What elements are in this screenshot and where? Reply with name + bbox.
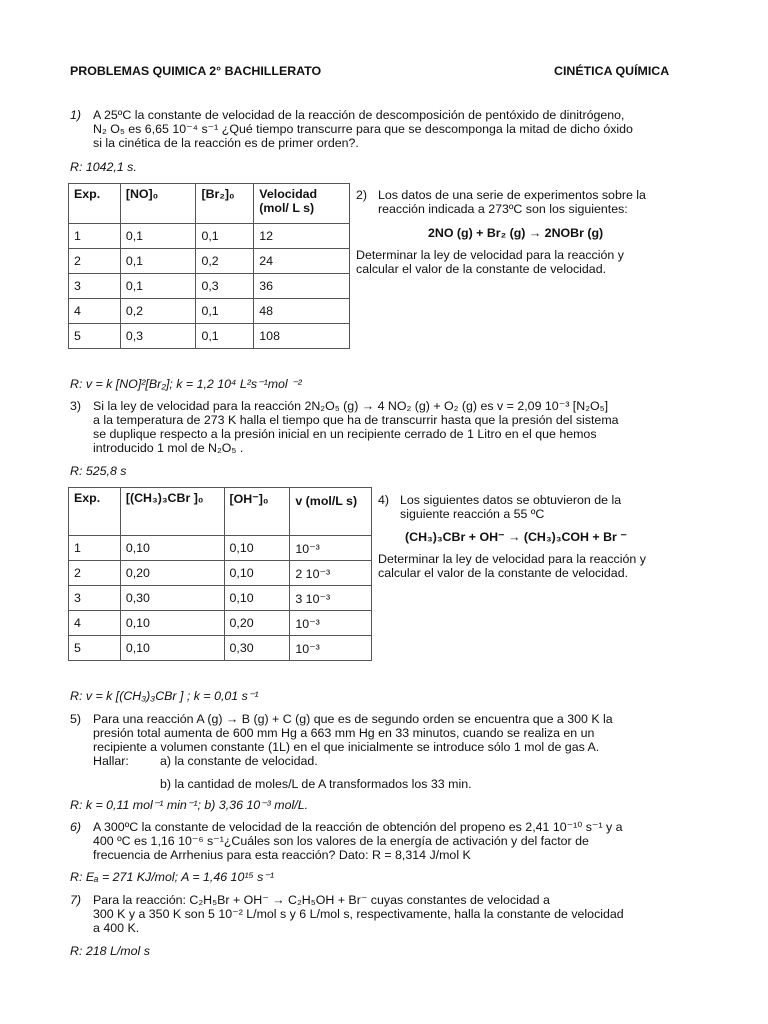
text-line: Para la reacción: C₂H₅Br + OH⁻ → C₂H₅OH + Br⁻ cuyas constantes de velocidad a	[93, 893, 550, 907]
text-line: Si la ley de velocidad para la reacción 2N₂O₅ (g) → 4 NO₂ (g) + O₂ (g) es v = 2,09 10⁻³ [N₂O₅]	[93, 399, 609, 413]
problem-6-text	[93, 820, 623, 862]
table-cell: 0,1	[120, 224, 196, 249]
table-cell: 48	[254, 299, 350, 324]
table-cell: 0,20	[224, 611, 290, 636]
text-line: Los siguientes datos se obtuvieron de la	[400, 493, 622, 507]
table-cell: 12	[254, 224, 350, 249]
table-cell: 0,10	[224, 586, 290, 611]
table-row	[69, 636, 372, 661]
problem-1-text	[93, 108, 633, 150]
problem-number: 1)	[70, 108, 82, 122]
reaction-equation: (CH₃)₃CBr + OH⁻ → (CH₃)₃COH + Br ⁻	[405, 530, 627, 544]
table-cell: 4	[69, 299, 121, 324]
table-row	[69, 561, 372, 586]
question-a: a) la constante de velocidad.	[160, 754, 318, 768]
table-cell: 3	[69, 274, 121, 299]
answer-1: R: 1042,1 s.	[70, 160, 137, 174]
text-line: a 400 K.	[93, 921, 140, 935]
reaction-equation: 2NO (g) + Br₂ (g) → 2NOBr (g)	[428, 226, 604, 240]
table-cell: 0,1	[120, 274, 196, 299]
table-cell: 0,2	[196, 249, 254, 274]
text-line: Los datos de una serie de experimentos sobre la	[378, 188, 646, 202]
table-row	[69, 611, 372, 636]
table-cell: 10⁻³	[290, 536, 372, 561]
text-line: A 300ºC la constante de velocidad de la reacción de obtención del propeno es 2,41 10⁻¹⁰ s⁻¹ y a	[93, 820, 623, 834]
table-row	[69, 324, 350, 349]
text-line: Determinar la ley de velocidad para la reacción y	[356, 248, 624, 262]
column-header: Velocidad (mol/ L s)	[254, 184, 350, 224]
table-row	[69, 586, 372, 611]
header-left: PROBLEMAS QUIMICA 2° BACHILLERATO	[70, 64, 322, 78]
problem-2-text	[378, 188, 646, 216]
problem-number: 7)	[70, 893, 82, 907]
problem-4-question	[378, 552, 646, 580]
table-cell: 0,10	[120, 536, 224, 561]
answer-6: R: Eₐ = 271 KJ/mol; A = 1,46 10¹⁵ s⁻¹	[70, 870, 274, 884]
table-cell: 36	[254, 274, 350, 299]
header-right: CINÉTICA QUÍMICA	[554, 64, 670, 78]
table-cell: 0,10	[224, 561, 290, 586]
hallar-label: Hallar:	[93, 754, 129, 768]
text-line: introducido 1 mol de N₂O₅ .	[93, 441, 244, 455]
answer-3: R: 525,8 s	[70, 464, 127, 478]
table-cell: 5	[69, 636, 121, 661]
text-line: 400 ºC es 1,16 10⁻⁶ s⁻¹¿Cuáles son los valores de la energía de activación y del factor de	[93, 834, 589, 848]
table-cell: 2	[69, 249, 121, 274]
column-header: [OH⁻]₀	[224, 488, 290, 536]
problem-number: 4)	[378, 493, 390, 507]
table-cell: 1	[69, 224, 121, 249]
text-line: recipiente a volumen constante (1L) en el que inicialmente se introduce sólo 1 mol de gas A.	[93, 740, 600, 754]
column-header: [Br₂]₀	[196, 184, 254, 224]
table-row	[69, 274, 350, 299]
text-line: si la cinética de la reacción es de primer orden?.	[93, 136, 359, 150]
question-b: b) la cantidad de moles/L de A transformados los 33 min.	[160, 777, 472, 791]
table-cell: 2	[69, 561, 121, 586]
text-line: presión total aumenta de 600 mm Hg a 663 mm Hg en 33 minutos, cuando se realiza en un	[93, 726, 595, 740]
table-cell: 10⁻³	[290, 636, 372, 661]
column-header: Exp.	[69, 184, 121, 224]
text-line: Determinar la ley de velocidad para la reacción y	[378, 552, 646, 566]
table-cell: 0,10	[224, 536, 290, 561]
table-cell: 3	[69, 586, 121, 611]
text-line: reacción indicada a 273ºC son los siguientes:	[378, 202, 628, 216]
table-cell: 5	[69, 324, 121, 349]
problem-number: 3)	[70, 399, 82, 413]
problem-4-text	[400, 493, 621, 521]
table-cell: 0,3	[120, 324, 196, 349]
problem-number: 2)	[356, 188, 368, 202]
table-row	[69, 536, 372, 561]
problem-2-question	[356, 248, 624, 276]
table-row	[69, 249, 350, 274]
text-line: Para una reacción A (g) → B (g) + C (g) que es de segundo orden se encuentra que a 300 K la	[93, 712, 613, 726]
table-cell: 0,30	[224, 636, 290, 661]
text-line: calcular el valor de la constante de velocidad.	[356, 262, 607, 276]
problem-number: 5)	[70, 712, 82, 726]
text-line: frecuencia de Arrhenius para esta reacción? Dato: R = 8,314 J/mol K	[93, 848, 471, 862]
column-header: [NO]₀	[120, 184, 196, 224]
problem-number: 6)	[70, 820, 82, 834]
problem-7-text	[93, 893, 624, 935]
text-line: 300 K y a 350 K son 5 10⁻² L/mol s y 6 L/mol s, respectivamente, halla la constante de velocidad	[93, 907, 624, 921]
column-header: Exp.	[69, 488, 121, 536]
answer-4: R: v = k [(CH₃)₃CBr ] ; k = 0,01 s⁻¹	[70, 689, 259, 703]
table-cell: 1	[69, 536, 121, 561]
table-cell: 3 10⁻³	[290, 586, 372, 611]
column-header: v (mol/L s)	[290, 488, 372, 536]
text-line: calcular el valor de la constante de velocidad.	[378, 566, 629, 580]
table-row	[69, 224, 350, 249]
problem-5-text	[93, 712, 613, 754]
answer-5: R: k = 0,11 mol⁻¹ min⁻¹; b) 3,36 10⁻³ mol/L.	[70, 798, 309, 812]
table-cell: 0,1	[196, 324, 254, 349]
table-cell: 0,1	[196, 299, 254, 324]
table-cell: 0,3	[196, 274, 254, 299]
answer-2: R: v = k [NO]²[Br₂]; k = 1,2 10⁴ L²s⁻¹mol ⁻²	[70, 377, 302, 391]
table-cell: 24	[254, 249, 350, 274]
table-cell: 10⁻³	[290, 611, 372, 636]
answer-7: R: 218 L/mol s	[70, 944, 150, 958]
table-cell: 0,20	[120, 561, 224, 586]
table-row	[69, 299, 350, 324]
text-line: N₂ O₅ es 6,65 10⁻⁴ s⁻¹ ¿Qué tiempo transcurre para que se descomponga la mitad de dicho óxido	[93, 122, 633, 136]
problem-3-text	[93, 399, 619, 455]
table-cell: 4	[69, 611, 121, 636]
rate-data-table-2	[68, 487, 372, 661]
table-cell: 0,30	[120, 586, 224, 611]
table-cell: 0,1	[196, 224, 254, 249]
text-line: A 25ºC la constante de velocidad de la reacción de descomposición de pentóxido de dinitrógeno,	[93, 108, 625, 122]
text-line: se duplique respecto a la presión inicial en un recipiente cerrado de 1 Litro en el que hemos	[93, 427, 597, 441]
text-line: a la temperatura de 273 K halla el tiempo que ha de transcurrir hasta que la presión del sistema	[93, 413, 619, 427]
table-cell: 0,10	[120, 611, 224, 636]
text-line: siguiente reacción a 55 ºC	[400, 507, 545, 521]
table-cell: 0,2	[120, 299, 196, 324]
table-cell: 2 10⁻³	[290, 561, 372, 586]
column-header: [(CH₃)₃CBr ]₀	[120, 488, 224, 536]
rate-data-table-1	[68, 183, 350, 349]
table-cell: 0,1	[120, 249, 196, 274]
table-cell: 108	[254, 324, 350, 349]
table-cell: 0,10	[120, 636, 224, 661]
